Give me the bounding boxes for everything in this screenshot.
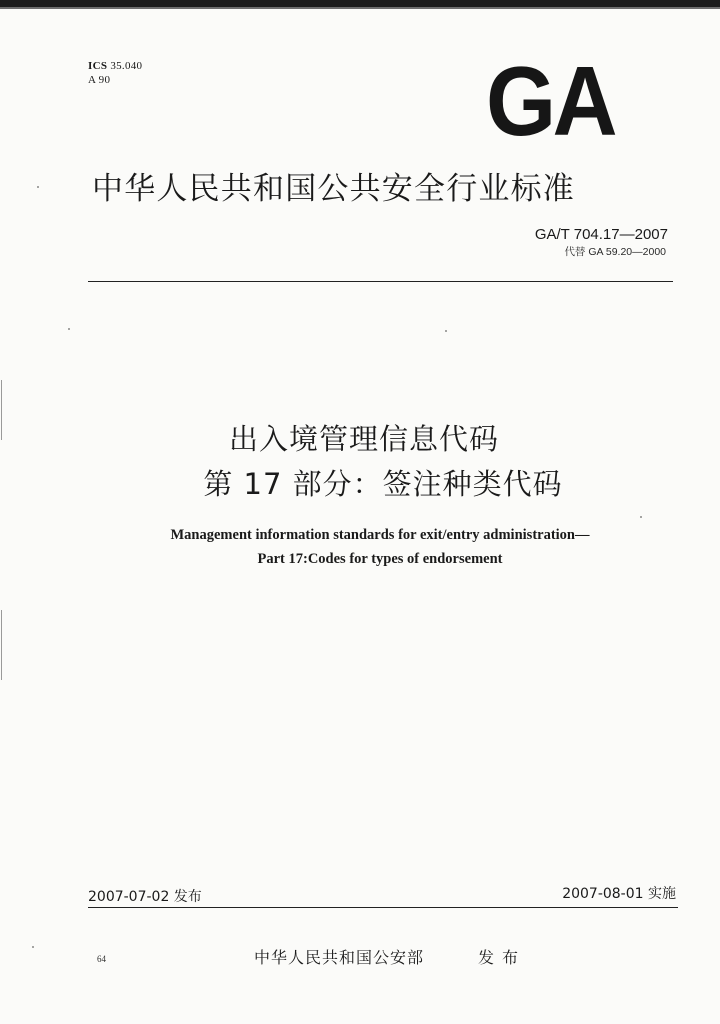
issue-date: 2007-07-02 发布 [88,889,202,905]
issuer: 中华人民共和国公安部 [254,948,425,967]
scan-speck [640,516,642,518]
ics-code: 35.040 [110,60,143,72]
standard-title: 中华人民共和国公共安全行业标准 [92,171,575,207]
ga-logo: GA [486,46,614,156]
ics-classification [88,59,142,87]
scan-speck [445,330,447,332]
scan-border-top [0,0,720,7]
title-en-line2: Part 17:Codes for types of endorsement [257,551,503,567]
scan-speck [32,946,34,948]
title-cn-line2: 第 17 部分：签注种类代码 [203,467,563,501]
standard-code: GA/T 704.17—2007 [534,226,668,243]
header-divider [88,281,673,282]
title-en-line1: Management information standards for exit/entry administration— [170,527,590,543]
scan-speck [68,328,70,330]
implementation-date: 2007-08-01 实施 [562,886,676,902]
issue-word: 发布 [478,948,527,967]
title-cn-line1: 出入境管理信息代码 [228,422,499,456]
footer-divider [88,907,678,908]
scan-left-mark [1,610,2,680]
class-code: A 90 [88,74,111,86]
scan-speck [37,186,39,188]
replaces-code: 代替 GA 59.20—2000 [564,246,666,258]
ics-label: ICS [88,60,108,72]
page-number: 64 [97,954,106,964]
scan-border-top-shadow [0,7,720,9]
